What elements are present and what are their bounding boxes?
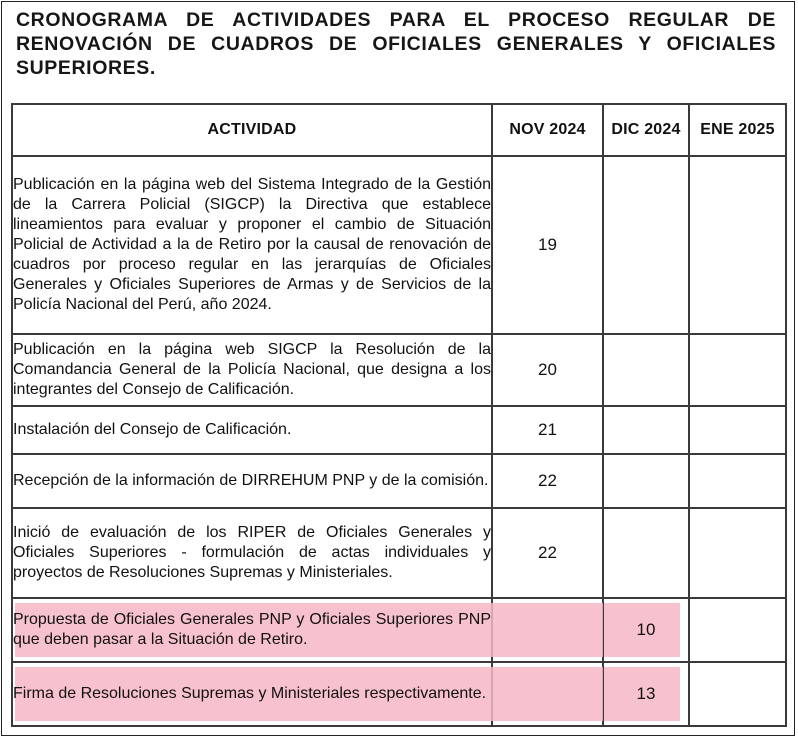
- activity-text: Publicación en la página web del Sistema Integrado de la Gestión de la Carrera Policial (SIGCP) la Directiva que establece lineamientos para evaluar y proponer el cambio de Situación Policial de Actividad a la de Retiro por la causal de renovación de cuadros por proceso regular en las jerarquías de Oficiales Generales y Oficiales Superiores de Armas y de Servicios de la Policía Nacional del Perú, año 2024.: [13, 176, 491, 313]
- activity-text: Publicación en la página web SIGCP la Resolución de la Comandancia General de la Policía Nacional, que designa a los integrantes del Consejo de Calificación.: [13, 341, 491, 398]
- dic-cell: 13: [603, 662, 689, 726]
- activity-cell: [12, 334, 492, 406]
- activity-text: Inició de evaluación de los RIPER de Oficiales Generales y Oficiales Superiores - formulación de actas individuales y proyectos de Resoluciones Supremas y Ministeriales.: [13, 524, 491, 581]
- header-dic-2024: DIC 2024: [603, 104, 689, 156]
- activity-text: Firma de Resoluciones Supremas y Ministeriales respectivamente.: [13, 685, 487, 702]
- activity-cell: [12, 508, 492, 598]
- activity-cell: [12, 454, 492, 508]
- nov-cell: 19: [492, 156, 603, 334]
- dic-cell: [603, 406, 689, 454]
- activity-text: Propuesta de Oficiales Generales PNP y Oficiales Superiores PNP que deben pasar a la Situación de Retiro.: [13, 611, 491, 648]
- activity-cell: [12, 406, 492, 454]
- ene-cell: [689, 156, 786, 334]
- schedule-table: [11, 103, 787, 727]
- dic-cell: [603, 334, 689, 406]
- nov-cell: 22: [492, 508, 603, 598]
- activity-cell: [12, 598, 492, 662]
- table-row: [12, 508, 786, 598]
- dic-cell: [603, 454, 689, 508]
- ene-cell: [689, 406, 786, 454]
- ene-cell: [689, 334, 786, 406]
- activity-cell: [12, 662, 492, 726]
- activity-text: Instalación del Consejo de Calificación.: [13, 421, 292, 438]
- table-row: [12, 156, 786, 334]
- nov-cell: 20: [492, 334, 603, 406]
- header-actividad: ACTIVIDAD: [12, 104, 492, 156]
- nov-cell: 22: [492, 454, 603, 508]
- ene-cell: [689, 508, 786, 598]
- activity-cell: [12, 156, 492, 334]
- table-header-row: [12, 104, 786, 156]
- activity-text: Recepción de la información de DIRREHUM PNP y de la comisión.: [13, 472, 489, 489]
- dic-cell: 10: [603, 598, 689, 662]
- ene-cell: [689, 598, 786, 662]
- table-row: [12, 334, 786, 406]
- table-row-highlighted: [12, 662, 786, 726]
- nov-cell: 21: [492, 406, 603, 454]
- dic-cell: [603, 508, 689, 598]
- table-row: [12, 454, 786, 508]
- table-row-highlighted: [12, 598, 786, 662]
- header-nov-2024: NOV 2024: [492, 104, 603, 156]
- table-row: [12, 406, 786, 454]
- dic-cell: [603, 156, 689, 334]
- ene-cell: [689, 454, 786, 508]
- ene-cell: [689, 662, 786, 726]
- document-title: CRONOGRAMA DE ACTIVIDADES PARA EL PROCESO REGULAR DE RENOVACIÓN DE CUADROS DE OFICIALES GENERALES Y OFICIALES SUPERIORES.: [16, 9, 776, 79]
- header-ene-2025: ENE 2025: [689, 104, 786, 156]
